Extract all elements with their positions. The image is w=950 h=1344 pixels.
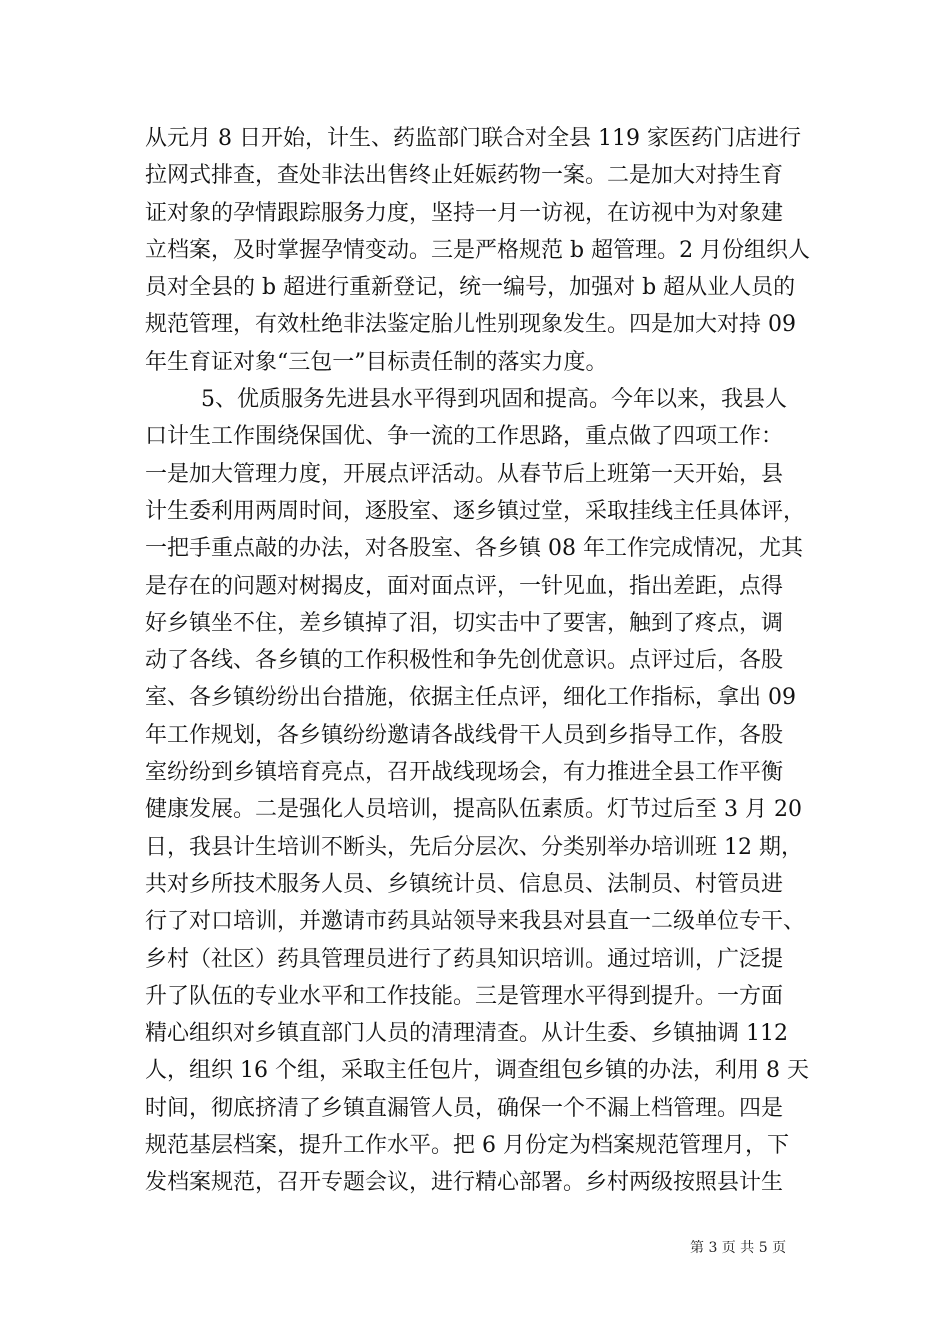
paragraph-start-line: 5、优质服务先进县水平得到巩固和提高。今年以来，我县人 — [201, 387, 787, 413]
text-line: 口计生工作围绕保国优、争一流的工作思路，重点做了四项工作： — [145, 424, 784, 450]
text-line: 健康发展。二是强化人员培训，提高队伍素质。灯节过后至 3 月 20 — [145, 797, 802, 823]
text-line: 室纷纷到乡镇培育亮点，召开战线现场会，有力推进全县工作平衡 — [145, 760, 784, 786]
text-line: 从元月 8 日开始，计生、药监部门联合对全县 119 家医药门店进行 — [145, 126, 801, 151]
text-line: 立档案，及时掌握孕情变动。三是严格规范 b 超管理。2 月份组织人 — [145, 237, 811, 263]
text-line: 规范基层档案，提升工作水平。把 6 月份定为档案规范管理月，下 — [145, 1133, 789, 1159]
text-line: 规范管理，有效杜绝非法鉴定胎儿性别现象发生。四是加大对持 09 — [145, 312, 796, 338]
text-line: 员对全县的 b 超进行重新登记，统一编号，加强对 b 超从业人员的 — [145, 275, 796, 301]
text-line: 是存在的问题对树揭皮，面对面点评，一针见血，指出差距，点得 — [145, 573, 784, 599]
text-line: 年生育证对象“三包一”目标责任制的落实力度。 — [145, 349, 608, 375]
page-number-footer: 第 3 页 共 5 页 — [690, 1240, 787, 1256]
text-line: 发档案规范，召开专题会议，进行精心部署。乡村两级按照县计生 — [145, 1170, 784, 1196]
text-line: 一把手重点敲的办法，对各股室、各乡镇 08 年工作完成情况，尤其 — [145, 536, 803, 562]
text-line: 证对象的孕情跟踪服务力度，坚持一月一访视，在访视中为对象建 — [145, 200, 784, 226]
text-line: 计生委利用两周时间，逐股室、逐乡镇过堂，采取挂线主任具体评， — [145, 498, 806, 524]
text-line: 动了各线、各乡镇的工作积极性和争先创优意识。点评过后，各股 — [145, 648, 784, 674]
text-line: 一是加大管理力度，开展点评活动。从春节后上班第一天开始，县 — [145, 461, 784, 487]
text-line: 好乡镇坐不住，差乡镇掉了泪，切实击中了要害，触到了疼点，调 — [145, 610, 784, 636]
text-line: 精心组织对乡镇直部门人员的清理清查。从计生委、乡镇抽调 112 — [145, 1021, 788, 1047]
text-line: 共对乡所技术服务人员、乡镇统计员、信息员、法制员、村管员进 — [145, 871, 784, 897]
text-line: 拉网式排查，查处非法出售终止妊娠药物一案。二是加大对持生育 — [145, 163, 784, 189]
text-line: 日，我县计生培训不断头，先后分层次、分类别举办培训班 12 期， — [145, 834, 803, 860]
text-line: 年工作规划，各乡镇纷纷邀请各战线骨干人员到乡指导工作，各股 — [145, 722, 784, 748]
text-line: 室、各乡镇纷纷出台措施，依据主任点评，细化工作指标，拿出 09 — [145, 685, 796, 711]
text-line: 行了对口培训，并邀请市药具站领导来我县对县直一二级单位专干、 — [145, 909, 806, 935]
text-line: 时间，彻底挤清了乡镇直漏管人员，确保一个不漏上档管理。四是 — [145, 1095, 784, 1121]
text-line: 人，组织 16 个组，采取主任包片，调查组包乡镇的办法，利用 8 天 — [145, 1058, 809, 1084]
text-line: 乡村（社区）药具管理员进行了药具知识培训。通过培训，广泛提 — [145, 946, 784, 972]
text-line: 升了队伍的专业水平和工作技能。三是管理水平得到提升。一方面 — [145, 983, 784, 1009]
body-text — [145, 120, 815, 1202]
